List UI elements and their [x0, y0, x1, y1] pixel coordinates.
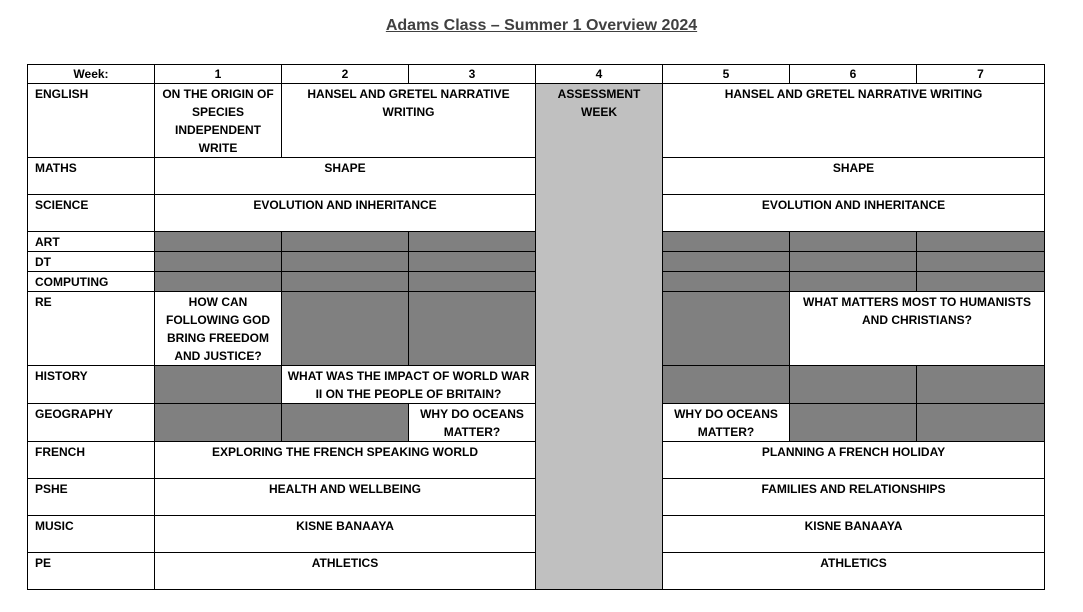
dt-week-2 — [282, 252, 409, 272]
geography-week-6 — [790, 404, 917, 442]
english-weeks-2-3: HANSEL AND GRETEL NARRATIVE WRITING — [282, 84, 536, 158]
computing-week-2 — [282, 272, 409, 292]
assessment-week-column: ASSESSMENT WEEK — [536, 84, 663, 590]
dt-week-3 — [409, 252, 536, 272]
geography-week-3: WHY DO OCEANS MATTER? — [409, 404, 536, 442]
maths-weeks-5-7: SHAPE — [663, 158, 1045, 195]
subject-music: MUSIC — [28, 516, 155, 553]
geography-week-1 — [155, 404, 282, 442]
pe-weeks-5-7: ATHLETICS — [663, 553, 1045, 590]
week-5-header: 5 — [663, 65, 790, 84]
subject-re: RE — [28, 292, 155, 366]
dt-week-6 — [790, 252, 917, 272]
subject-english: ENGLISH — [28, 84, 155, 158]
pshe-weeks-5-7: FAMILIES AND RELATIONSHIPS — [663, 479, 1045, 516]
art-week-1 — [155, 232, 282, 252]
subject-geography: GEOGRAPHY — [28, 404, 155, 442]
computing-week-1 — [155, 272, 282, 292]
subject-science: SCIENCE — [28, 195, 155, 232]
week-3-header: 3 — [409, 65, 536, 84]
dt-week-7 — [917, 252, 1045, 272]
science-weeks-1-3: EVOLUTION AND INHERITANCE — [155, 195, 536, 232]
pshe-weeks-1-3: HEALTH AND WELLBEING — [155, 479, 536, 516]
re-week-5 — [663, 292, 790, 366]
art-week-7 — [917, 232, 1045, 252]
subject-computing: COMPUTING — [28, 272, 155, 292]
history-week-1 — [155, 366, 282, 404]
re-weeks-6-7: WHAT MATTERS MOST TO HUMANISTS AND CHRISTIANS? — [790, 292, 1045, 366]
art-week-2 — [282, 232, 409, 252]
english-week-1: ON THE ORIGIN OF SPECIES INDEPENDENT WRITE — [155, 84, 282, 158]
week-2-header: 2 — [282, 65, 409, 84]
week-1-header: 1 — [155, 65, 282, 84]
french-weeks-5-7: PLANNING A FRENCH HOLIDAY — [663, 442, 1045, 479]
week-label: Week: — [28, 65, 155, 84]
art-week-6 — [790, 232, 917, 252]
overview-table — [27, 64, 1045, 590]
subject-art: ART — [28, 232, 155, 252]
dt-week-1 — [155, 252, 282, 272]
week-6-header: 6 — [790, 65, 917, 84]
french-weeks-1-3: EXPLORING THE FRENCH SPEAKING WORLD — [155, 442, 536, 479]
geography-week-7 — [917, 404, 1045, 442]
computing-week-6 — [790, 272, 917, 292]
music-weeks-1-3: KISNE BANAAYA — [155, 516, 536, 553]
subject-french: FRENCH — [28, 442, 155, 479]
computing-week-5 — [663, 272, 790, 292]
geography-week-2 — [282, 404, 409, 442]
geography-week-5: WHY DO OCEANS MATTER? — [663, 404, 790, 442]
computing-week-7 — [917, 272, 1045, 292]
subject-dt: DT — [28, 252, 155, 272]
row-english — [28, 84, 1045, 158]
subject-history: HISTORY — [28, 366, 155, 404]
subject-maths: MATHS — [28, 158, 155, 195]
re-week-1: HOW CAN FOLLOWING GOD BRING FREEDOM AND JUSTICE? — [155, 292, 282, 366]
dt-week-5 — [663, 252, 790, 272]
english-weeks-5-7: HANSEL AND GRETEL NARRATIVE WRITING — [663, 84, 1045, 158]
pe-weeks-1-3: ATHLETICS — [155, 553, 536, 590]
history-week-7 — [917, 366, 1045, 404]
subject-pshe: PSHE — [28, 479, 155, 516]
subject-pe: PE — [28, 553, 155, 590]
computing-week-3 — [409, 272, 536, 292]
page-title: Adams Class – Summer 1 Overview 2024 — [385, 17, 698, 34]
music-weeks-5-7: KISNE BANAAYA — [663, 516, 1045, 553]
history-week-5 — [663, 366, 790, 404]
re-week-3 — [409, 292, 536, 366]
re-week-2 — [282, 292, 409, 366]
week-4-header: 4 — [536, 65, 663, 84]
science-weeks-5-7: EVOLUTION AND INHERITANCE — [663, 195, 1045, 232]
art-week-3 — [409, 232, 536, 252]
week-7-header: 7 — [917, 65, 1045, 84]
history-week-6 — [790, 366, 917, 404]
history-weeks-2-3: WHAT WAS THE IMPACT OF WORLD WAR II ON THE PEOPLE OF BRITAIN? — [282, 366, 536, 404]
art-week-5 — [663, 232, 790, 252]
header-row — [28, 65, 1045, 84]
maths-weeks-1-3: SHAPE — [155, 158, 536, 195]
